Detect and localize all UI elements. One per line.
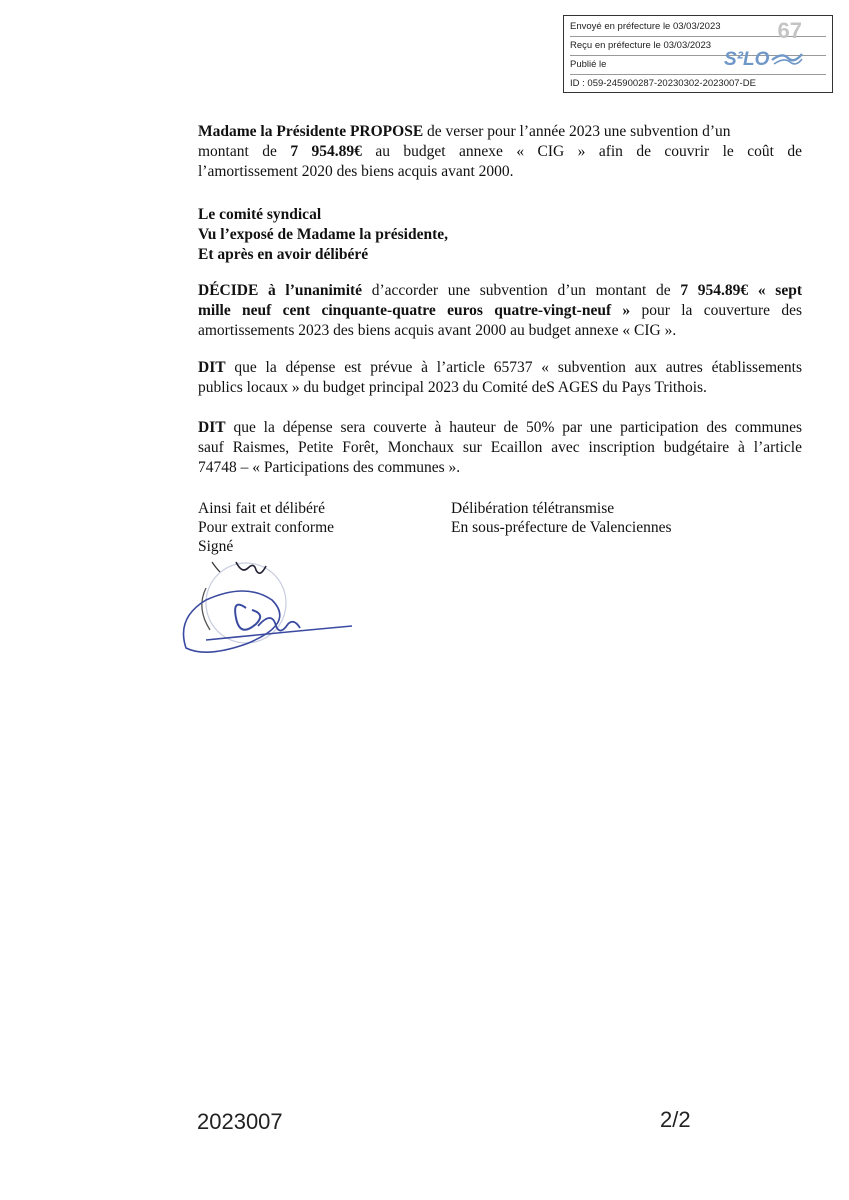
stamp-page-number: 67 [777,18,802,43]
dit-paragraph-1 [198,358,802,398]
decide-verb: DÉCIDE à l’unanimité [198,282,363,299]
decide-amount-2: mille neuf cent cinquante-quatre euros quatre-vingt-neuf » [198,301,631,319]
dit-2-text-2: sauf Raismes, Petite Forêt, Monchaux sur Ecaillon avec inscription budgétaire à l’article [198,438,802,456]
decide-text-3: amortissements 2023 des biens acquis avant 2000 au budget annexe « CIG ». [198,321,677,339]
dit-paragraph-2 [198,418,802,477]
prefecture-stamp [563,15,833,93]
dit-2-text-3: 74748 – « Participations des communes ». [198,458,461,476]
stamp-received-date: Reçu en préfecture le 03/03/2023 [570,37,826,56]
dit-2-text-1: que la dépense sera couverte à hauteur de 50% par une participation des communes [233,419,803,436]
propose-text-2b: au budget annexe « CIG » afin de couvrir le coût de [375,142,803,160]
propose-text-2a: montant de [198,142,277,160]
stamp-published: Publié le [570,56,826,75]
decide-text-1: d’accorder une subvention d’un montant de [371,282,671,299]
stamp-sent-date: Envoyé en préfecture le 03/03/2023 [570,18,826,37]
propose-text-3: l’amortissement 2020 des biens acquis avant 2000. [198,162,514,180]
committee-line-1: Le comité syndical [198,206,322,223]
subprefecture-label: En sous-préfecture de Valenciennes [451,519,672,536]
committee-line-2: Vu l’exposé de Madame la présidente, [198,225,448,243]
teletransmitted-label: Délibération télétransmise [451,500,615,517]
committee-block [198,205,802,264]
handwritten-signature-icon [176,548,366,668]
svg-text:S²LO: S²LO [724,49,770,70]
proposal-paragraph [198,122,802,181]
stamp-id: ID : 059-245900287-20230302-2023007-DE [570,78,756,89]
page-indicator: 2/2 [660,1107,691,1132]
signed-label: Signé [198,538,234,555]
propose-subject: Madame la Présidente [198,123,347,140]
made-and-deliberated: Ainsi fait et délibéré [198,500,325,517]
propose-verb: PROPOSE [349,123,424,140]
certified-extract: Pour extrait conforme [198,519,335,536]
decide-amount-1: 7 954.89€ « sept [680,282,803,299]
committee-line-3: Et après en avoir délibéré [198,245,369,263]
s2lo-logo-icon [722,44,804,72]
document-reference: 2023007 [197,1109,283,1134]
dit-1-text-1: que la dépense est prévue à l’article 65737 « subvention aux autres établissements [234,359,802,376]
propose-amount: 7 954.89€ [290,142,362,160]
signature-block-right [451,499,672,537]
propose-text-1: de verser pour l’année 2023 une subvention d’un [427,123,731,140]
dit-1-verb: DIT [198,359,226,376]
decide-text-2: pour la couverture des [641,301,803,319]
dit-1-text-2: publics locaux » du budget principal 2023 du Comité deS AGES du Pays Trithois. [198,378,707,396]
decision-paragraph [198,281,802,340]
dit-2-verb: DIT [198,419,226,436]
